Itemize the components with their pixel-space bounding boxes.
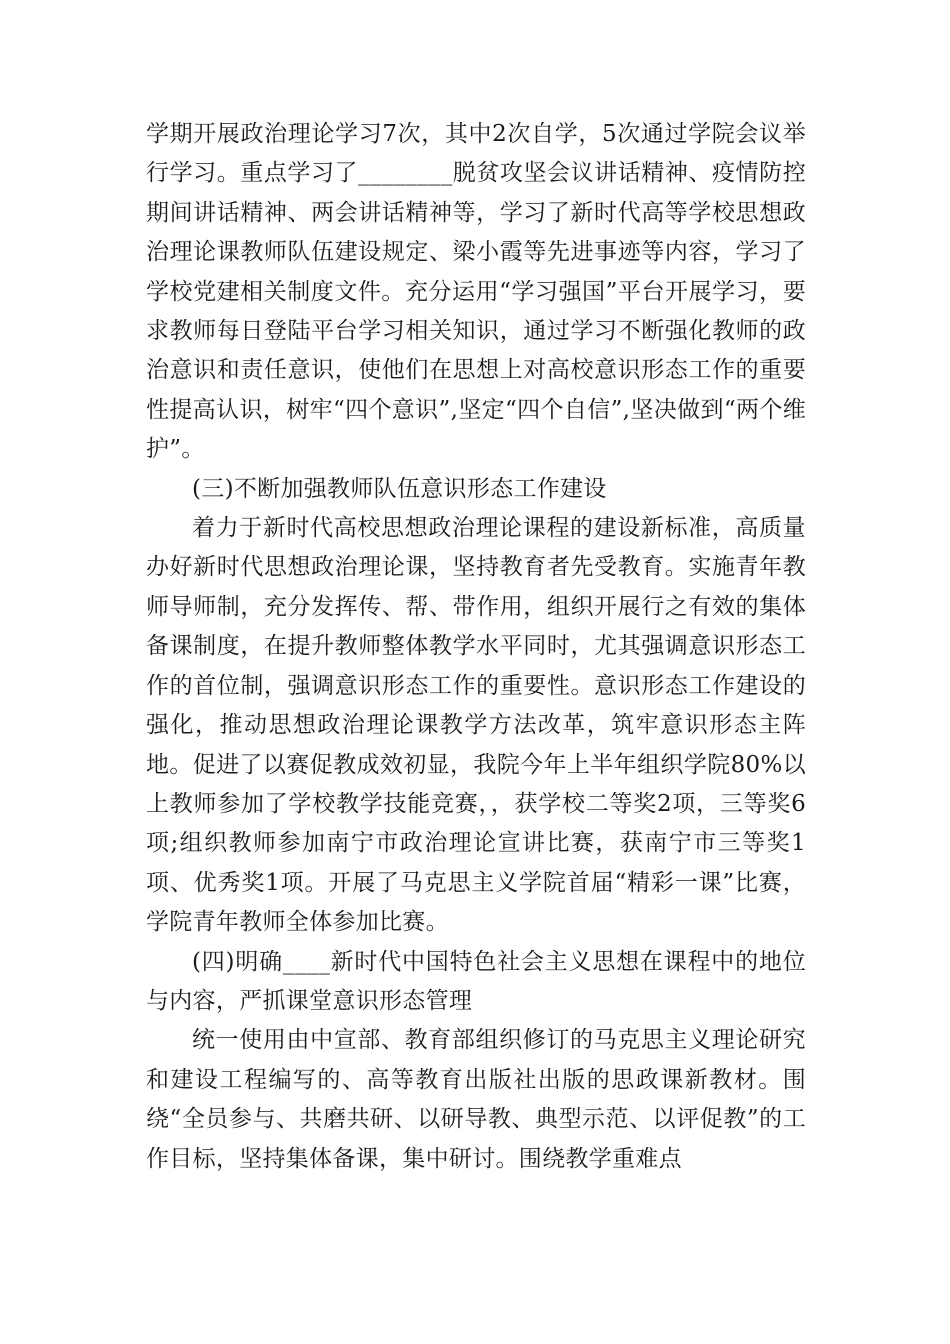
paragraph-textbook: 统一使用由中宣部、教育部组织修订的马克思主义理论研究和建设工程编写的、高等教育出版社出版的思政课新教材。围绕“全员参与、共磨共研、以研导教、典型示范、以评促教”的工作目标，坚持集体备课，集中研讨。围绕教学重难点 [146, 1027, 806, 1172]
section-heading-4: (四)明确____新时代中国特色社会主义思想在课程中的地位与内容，严抓课堂意识形态管理 [146, 948, 806, 1014]
paragraph-study-summary: 学期开展政治理论学习7次，其中2次自学，5次通过学院会议举行学习。重点学习了________脱贫攻坚会议讲话精神、疫情防控期间讲话精神、两会讲话精神等，学习了新时代高等学校思想政治理论课教师队伍建设规定、梁小霞等先进事迹等内容，学习了学校党建相关制度文件。充分运用“学习强国”平台开展学习，要求教师每日登陆平台学习相关知识，通过学习不断强化教师的政治意识和责任意识，使他们在思想上对高校意识形态工作的重要性提高认识，树牢“四个意识”,坚定“四个自信”,坚决做到“两个维护”。 [146, 121, 806, 463]
section-heading-3: (三)不断加强教师队伍意识形态工作建设 [192, 475, 607, 502]
document-page [146, 115, 806, 1179]
paragraph-teacher-team: 着力于新时代高校思想政治理论课程的建设新标准，高质量办好新时代思想政治理论课，坚持教育者先受教育。实施青年教师导师制，充分发挥传、帮、带作用，组织开展行之有效的集体备课制度，在提升教师整体教学水平同时，尤其强调意识形态工作的首位制，强调意识形态工作的重要性。意识形态工作建设的强化，推动思想政治理论课教学方法改革，筑牢意识形态主阵地。促进了以赛促教成效初显，我院今年上半年组织学院80%以上教师参加了学校教学技能竞赛，，获学校二等奖2项，三等奖6项;组织教师参加南宁市政治理论宣讲比赛，获南宁市三等奖1项、优秀奖1项。开展了马克思主义学院首届“精彩一课”比赛，学院青年教师全体参加比赛。 [146, 515, 806, 936]
